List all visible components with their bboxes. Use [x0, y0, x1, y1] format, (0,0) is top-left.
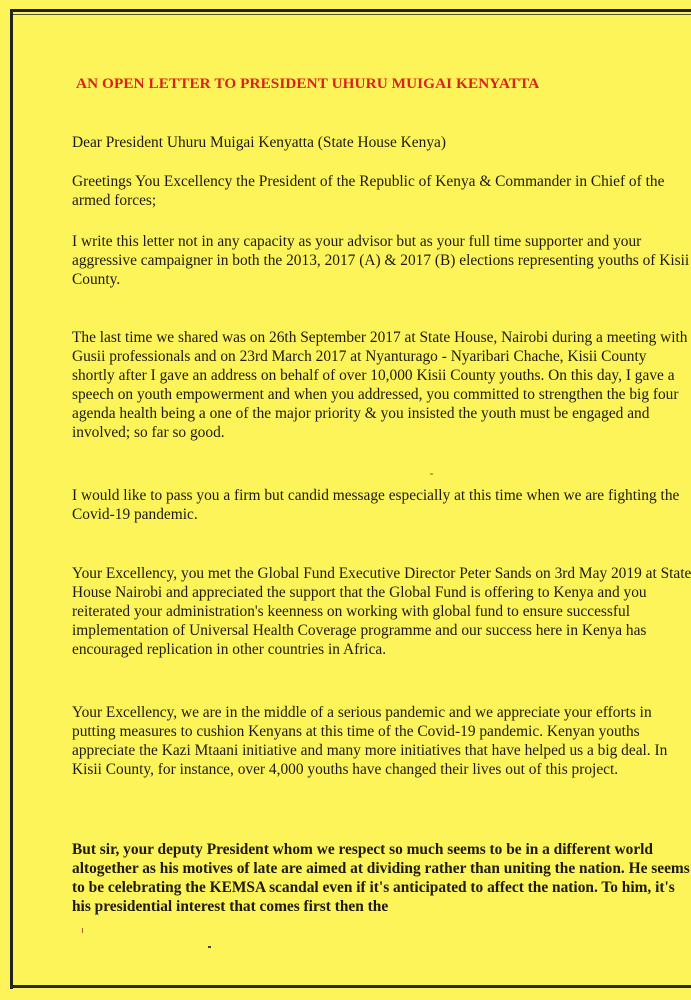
top-border-rule-inner	[12, 14, 691, 15]
paragraph-candid-message: I would like to pass you a firm but candid message especially at this time when we are fighting the Covid-19 pandemic.	[72, 487, 680, 523]
paper-speck	[208, 946, 211, 948]
paragraph-supporter: I write this letter not in any capacity as your advisor but as your full time supporter and your aggressive campaigner in both the 2013, 2017 (A) & 2017 (B) elections representing youths of Kisii County.	[72, 233, 690, 288]
left-border-rule	[10, 9, 13, 989]
bottom-border-rule	[10, 985, 691, 988]
greeting-paragraph: Greetings You Excellency the President of the Republic of Kenya & Commander in Chief of the armed forces;	[72, 173, 665, 209]
top-border-rule	[12, 9, 691, 12]
paper-speck	[430, 473, 433, 475]
paragraph-last-meeting: The last time we shared was on 26th September 2017 at State House, Nairobi during a meeting with Gusii professionals and on 23rd March 2017 at Nyanturago - Nyaribari Chache, Kisii County shortly after I gave an address on behalf of over 10,000 Kisii County youths. On this day, I gave a speech on youth empowerment and when you addressed, you committed to strengthen the big four agenda health being a one of the major priority & you insisted the youth must be engaged and involved; so far so good.	[72, 329, 688, 441]
paper-speck	[82, 928, 83, 933]
paragraph-global-fund: Your Excellency, you met the Global Fund Executive Director Peter Sands on 3rd May 2019 at State House Nairobi and appreciated the support that the Global Fund is offering to Kenya and you reiterated your administration's keenness on working with global fund to ensure successful implementation of Universal Health Coverage programme and our success here in Kenya has encouraged replication in other countries in Africa.	[72, 565, 691, 658]
letter-title: AN OPEN LETTER TO PRESIDENT UHURU MUIGAI KENYATTA	[76, 75, 540, 92]
salutation: Dear President Uhuru Muigai Kenyatta (State House Kenya)	[72, 134, 446, 151]
paragraph-deputy-president: But sir, your deputy President whom we respect so much seems to be in a different world altogether as his motives of late are aimed at dividing rather than uniting the nation. He seems to be celebrating the KEMSA scandal even if it's anticipated to affect the nation. To him, it's his presidential interest that comes first then the	[72, 841, 690, 915]
paragraph-pandemic-measures: Your Excellency, we are in the middle of a serious pandemic and we appreciate your efforts in putting measures to cushion Kenyans at this time of the Covid-19 pandemic. Kenyan youths appreciate the Kazi Mtaani initiative and many more initiatives that have helped us a big deal. In Kisii County, for instance, over 4,000 youths have changed their lives out of this project.	[72, 704, 668, 778]
